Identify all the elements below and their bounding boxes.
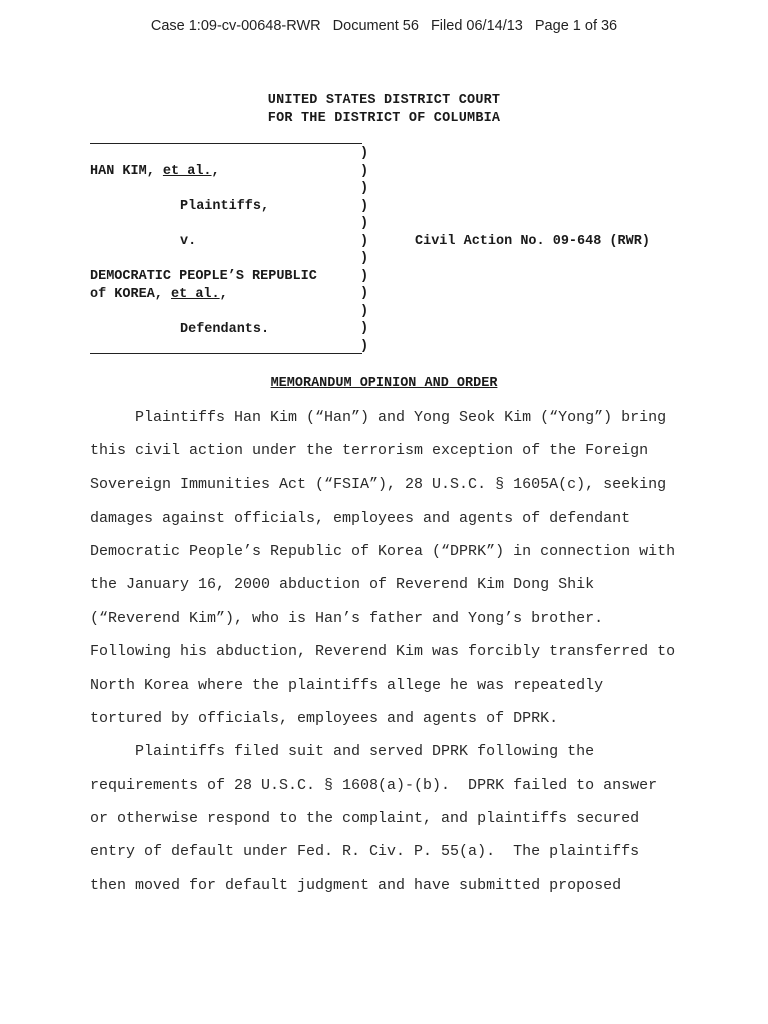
filed-date: Filed 06/14/13 — [430, 18, 523, 34]
court-name: UNITED STATES DISTRICT COURT — [267, 93, 501, 108]
body-line: Following his abduction, Reverend Kim was forcibly transferred to — [90, 643, 676, 660]
plaintiff-et-al: et al. — [162, 164, 212, 179]
body-line: Plaintiffs Han Kim (“Han”) and Yong Seok Kim (“Yong”) bring — [90, 409, 667, 426]
caption-paren-column — [360, 145, 368, 355]
body-line: Plaintiffs filed suit and served DPRK following the — [90, 743, 595, 760]
caption-paren: ) — [360, 338, 369, 354]
caption-paren: ) — [360, 216, 369, 231]
memorandum-title: MEMORANDUM OPINION AND ORDER — [270, 376, 498, 391]
body-line: entry of default under Fed. R. Civ. P. 55(a). The plaintiffs — [90, 843, 640, 860]
body-line: Sovereign Immunities Act (“FSIA”), 28 U.S.C. § 1605A(c), seeking — [90, 476, 667, 493]
body-line: then moved for default judgment and have submitted proposed — [90, 877, 622, 894]
page-indicator: Page 1 of 36 — [534, 18, 618, 34]
body-line: tortured by officials, employees and agents of DPRK. — [90, 710, 559, 727]
defendant-party-line-2 — [90, 287, 228, 302]
caption-paren: ) — [360, 198, 369, 214]
body-line: North Korea where the plaintiffs allege he was repeatedly — [90, 677, 604, 694]
caption-paren: ) — [360, 303, 369, 319]
caption-paren: ) — [360, 251, 369, 266]
caption-rule-top — [90, 143, 362, 144]
body-line: this civil action under the terrorism exception of the Foreign — [90, 442, 649, 459]
defendant-et-al: et al. — [171, 287, 220, 302]
caption-rule-bottom — [90, 353, 362, 354]
defendant-party-line-1: DEMOCRATIC PEOPLE’S REPUBLIC — [90, 269, 317, 284]
body-line: damages against officials, employees and agents of defendant — [90, 510, 631, 527]
body-line: Democratic People’s Republic of Korea (“DPRK”) in connection with — [90, 543, 676, 560]
plaintiff-comma: , — [211, 164, 220, 179]
defendant-name: of KOREA, — [90, 287, 172, 302]
ecf-header — [0, 18, 768, 34]
body-line: the January 16, 2000 abduction of Reverend Kim Dong Shik — [90, 576, 595, 593]
caption-paren: ) — [360, 181, 369, 196]
civil-action-number: Civil Action No. 09-648 (RWR) — [415, 234, 650, 249]
defendants-label: Defendants. — [180, 322, 270, 337]
defendant-comma: , — [219, 287, 228, 302]
document-number: Document 56 — [332, 18, 419, 34]
body-line: or otherwise respond to the complaint, and plaintiffs secured — [90, 810, 640, 827]
plaintiffs-label: Plaintiffs, — [180, 199, 270, 214]
body-line: requirements of 28 U.S.C. § 1608(a)-(b). DPRK failed to answer — [90, 777, 658, 794]
case-number: Case 1:09-cv-00648-RWR — [150, 18, 321, 34]
caption-paren: ) — [360, 163, 369, 179]
plaintiff-party — [90, 164, 220, 179]
court-district: FOR THE DISTRICT OF COLUMBIA — [267, 111, 501, 126]
body-line: (“Reverend Kim”), who is Han’s father and Yong’s brother. — [90, 610, 604, 627]
versus-label: v. — [180, 234, 197, 249]
caption-paren: ) — [360, 146, 369, 161]
caption-paren: ) — [360, 268, 369, 284]
caption-paren: ) — [360, 321, 369, 336]
plaintiff-name: HAN KIM, — [90, 164, 163, 179]
caption-paren: ) — [360, 233, 369, 249]
caption-paren: ) — [360, 286, 369, 301]
